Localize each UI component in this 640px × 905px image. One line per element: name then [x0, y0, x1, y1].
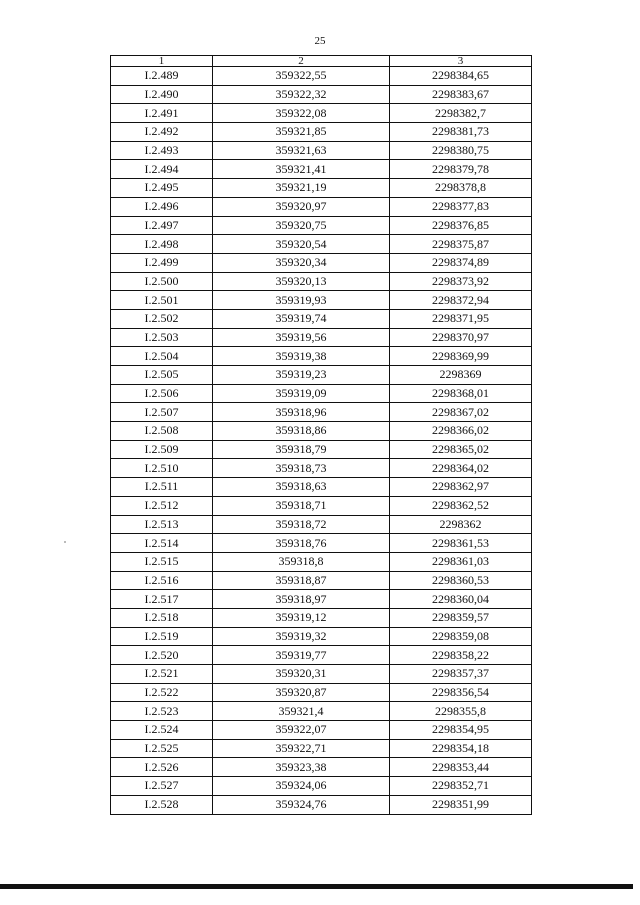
point-id-cell: I.2.493 [111, 141, 213, 160]
y-coordinate-cell: 2298353,44 [390, 758, 532, 777]
x-coordinate-cell: 359318,96 [213, 403, 390, 422]
point-id-cell: I.2.490 [111, 85, 213, 104]
scan-artifact [64, 541, 66, 543]
x-coordinate-cell: 359320,34 [213, 253, 390, 272]
table-row [111, 683, 532, 702]
point-id-cell: I.2.506 [111, 384, 213, 403]
x-coordinate-cell: 359319,12 [213, 608, 390, 627]
point-id-cell: I.2.527 [111, 777, 213, 796]
point-id-cell: I.2.498 [111, 235, 213, 254]
x-coordinate-cell: 359322,55 [213, 67, 390, 86]
y-coordinate-cell: 2298357,37 [390, 665, 532, 684]
y-coordinate-cell: 2298377,83 [390, 197, 532, 216]
x-coordinate-cell: 359323,38 [213, 758, 390, 777]
point-id-cell: I.2.516 [111, 571, 213, 590]
point-id-cell: I.2.505 [111, 366, 213, 385]
y-coordinate-cell: 2298362,97 [390, 478, 532, 497]
table-row [111, 739, 532, 758]
table-row [111, 216, 532, 235]
point-id-cell: I.2.495 [111, 179, 213, 198]
table-row [111, 235, 532, 254]
y-coordinate-cell: 2298359,57 [390, 608, 532, 627]
x-coordinate-cell: 359318,79 [213, 440, 390, 459]
x-coordinate-cell: 359320,54 [213, 235, 390, 254]
point-id-cell: I.2.500 [111, 272, 213, 291]
x-coordinate-cell: 359321,4 [213, 702, 390, 721]
x-coordinate-cell: 359322,32 [213, 85, 390, 104]
y-coordinate-cell: 2298351,99 [390, 795, 532, 814]
y-coordinate-cell: 2298369 [390, 366, 532, 385]
table-row [111, 627, 532, 646]
x-coordinate-cell: 359321,19 [213, 179, 390, 198]
y-coordinate-cell: 2298376,85 [390, 216, 532, 235]
point-id-cell: I.2.521 [111, 665, 213, 684]
x-coordinate-cell: 359319,32 [213, 627, 390, 646]
table-row [111, 160, 532, 179]
table-row [111, 515, 532, 534]
table-row [111, 85, 532, 104]
table-row [111, 459, 532, 478]
point-id-cell: I.2.507 [111, 403, 213, 422]
point-id-cell: I.2.512 [111, 496, 213, 515]
column-header-1: 1 [111, 56, 213, 67]
x-coordinate-cell: 359321,41 [213, 160, 390, 179]
y-coordinate-cell: 2298384,65 [390, 67, 532, 86]
y-coordinate-cell: 2298375,87 [390, 235, 532, 254]
x-coordinate-cell: 359320,97 [213, 197, 390, 216]
x-coordinate-cell: 359319,93 [213, 291, 390, 310]
y-coordinate-cell: 2298371,95 [390, 309, 532, 328]
y-coordinate-cell: 2298354,95 [390, 721, 532, 740]
table-row [111, 309, 532, 328]
point-id-cell: I.2.494 [111, 160, 213, 179]
point-id-cell: I.2.491 [111, 104, 213, 123]
table-row [111, 291, 532, 310]
y-coordinate-cell: 2298366,02 [390, 422, 532, 441]
point-id-cell: I.2.492 [111, 123, 213, 142]
x-coordinate-cell: 359318,71 [213, 496, 390, 515]
point-id-cell: I.2.504 [111, 347, 213, 366]
x-coordinate-cell: 359319,09 [213, 384, 390, 403]
table-row [111, 552, 532, 571]
table-row [111, 665, 532, 684]
table-row [111, 141, 532, 160]
table-row [111, 422, 532, 441]
point-id-cell: I.2.520 [111, 646, 213, 665]
table-row [111, 702, 532, 721]
x-coordinate-cell: 359324,76 [213, 795, 390, 814]
y-coordinate-cell: 2298360,04 [390, 590, 532, 609]
y-coordinate-cell: 2298362,52 [390, 496, 532, 515]
x-coordinate-cell: 359318,73 [213, 459, 390, 478]
point-id-cell: I.2.501 [111, 291, 213, 310]
x-coordinate-cell: 359318,72 [213, 515, 390, 534]
point-id-cell: I.2.513 [111, 515, 213, 534]
table-row [111, 179, 532, 198]
y-coordinate-cell: 2298358,22 [390, 646, 532, 665]
y-coordinate-cell: 2298369,99 [390, 347, 532, 366]
x-coordinate-cell: 359322,08 [213, 104, 390, 123]
table-row [111, 440, 532, 459]
point-id-cell: I.2.508 [111, 422, 213, 441]
y-coordinate-cell: 2298374,89 [390, 253, 532, 272]
table-row [111, 608, 532, 627]
point-id-cell: I.2.518 [111, 608, 213, 627]
table-row [111, 104, 532, 123]
column-header-3: 3 [390, 56, 532, 67]
point-id-cell: I.2.517 [111, 590, 213, 609]
x-coordinate-cell: 359320,75 [213, 216, 390, 235]
table-row [111, 777, 532, 796]
x-coordinate-cell: 359320,87 [213, 683, 390, 702]
table-row [111, 795, 532, 814]
point-id-cell: I.2.499 [111, 253, 213, 272]
y-coordinate-cell: 2298372,94 [390, 291, 532, 310]
header-row [111, 56, 532, 67]
y-coordinate-cell: 2298382,7 [390, 104, 532, 123]
y-coordinate-cell: 2298361,03 [390, 552, 532, 571]
table-header [111, 56, 532, 67]
y-coordinate-cell: 2298360,53 [390, 571, 532, 590]
y-coordinate-cell: 2298354,18 [390, 739, 532, 758]
x-coordinate-cell: 359318,76 [213, 534, 390, 553]
point-id-cell: I.2.528 [111, 795, 213, 814]
table-row [111, 384, 532, 403]
y-coordinate-cell: 2298352,71 [390, 777, 532, 796]
x-coordinate-cell: 359318,63 [213, 478, 390, 497]
x-coordinate-cell: 359320,31 [213, 665, 390, 684]
point-id-cell: I.2.522 [111, 683, 213, 702]
x-coordinate-cell: 359318,86 [213, 422, 390, 441]
y-coordinate-cell: 2298380,75 [390, 141, 532, 160]
y-coordinate-cell: 2298364,02 [390, 459, 532, 478]
page-number: 25 [314, 35, 326, 47]
x-coordinate-cell: 359322,07 [213, 721, 390, 740]
y-coordinate-cell: 2298383,67 [390, 85, 532, 104]
x-coordinate-cell: 359321,63 [213, 141, 390, 160]
y-coordinate-cell: 2298370,97 [390, 328, 532, 347]
y-coordinate-cell: 2298356,54 [390, 683, 532, 702]
point-id-cell: I.2.502 [111, 309, 213, 328]
point-id-cell: I.2.515 [111, 552, 213, 571]
y-coordinate-cell: 2298368,01 [390, 384, 532, 403]
x-coordinate-cell: 359319,77 [213, 646, 390, 665]
x-coordinate-cell: 359320,13 [213, 272, 390, 291]
x-coordinate-cell: 359319,38 [213, 347, 390, 366]
bottom-rule [0, 884, 633, 889]
point-id-cell: I.2.511 [111, 478, 213, 497]
table-row [111, 534, 532, 553]
table-row [111, 478, 532, 497]
point-id-cell: I.2.526 [111, 758, 213, 777]
table-row [111, 571, 532, 590]
table-row [111, 590, 532, 609]
y-coordinate-cell: 2298361,53 [390, 534, 532, 553]
x-coordinate-cell: 359318,97 [213, 590, 390, 609]
y-coordinate-cell: 2298367,02 [390, 403, 532, 422]
table-body [111, 67, 532, 815]
table-row [111, 123, 532, 142]
point-id-cell: I.2.509 [111, 440, 213, 459]
x-coordinate-cell: 359321,85 [213, 123, 390, 142]
point-id-cell: I.2.524 [111, 721, 213, 740]
x-coordinate-cell: 359318,87 [213, 571, 390, 590]
coordinates-table [110, 55, 532, 815]
table-row [111, 347, 532, 366]
table-row [111, 758, 532, 777]
y-coordinate-cell: 2298362 [390, 515, 532, 534]
point-id-cell: I.2.510 [111, 459, 213, 478]
x-coordinate-cell: 359319,56 [213, 328, 390, 347]
y-coordinate-cell: 2298365,02 [390, 440, 532, 459]
table-row [111, 328, 532, 347]
point-id-cell: I.2.496 [111, 197, 213, 216]
x-coordinate-cell: 359324,06 [213, 777, 390, 796]
point-id-cell: I.2.497 [111, 216, 213, 235]
table-row [111, 272, 532, 291]
point-id-cell: I.2.489 [111, 67, 213, 86]
table-row [111, 496, 532, 515]
y-coordinate-cell: 2298355,8 [390, 702, 532, 721]
table-row [111, 366, 532, 385]
point-id-cell: I.2.525 [111, 739, 213, 758]
table-row [111, 197, 532, 216]
y-coordinate-cell: 2298381,73 [390, 123, 532, 142]
y-coordinate-cell: 2298359,08 [390, 627, 532, 646]
point-id-cell: I.2.514 [111, 534, 213, 553]
table-row [111, 403, 532, 422]
y-coordinate-cell: 2298373,92 [390, 272, 532, 291]
point-id-cell: I.2.519 [111, 627, 213, 646]
point-id-cell: I.2.523 [111, 702, 213, 721]
table-row [111, 646, 532, 665]
x-coordinate-cell: 359319,23 [213, 366, 390, 385]
x-coordinate-cell: 359319,74 [213, 309, 390, 328]
y-coordinate-cell: 2298378,8 [390, 179, 532, 198]
x-coordinate-cell: 359322,71 [213, 739, 390, 758]
x-coordinate-cell: 359318,8 [213, 552, 390, 571]
table-row [111, 721, 532, 740]
point-id-cell: I.2.503 [111, 328, 213, 347]
y-coordinate-cell: 2298379,78 [390, 160, 532, 179]
column-header-2: 2 [213, 56, 390, 67]
table-row [111, 67, 532, 86]
table-row [111, 253, 532, 272]
